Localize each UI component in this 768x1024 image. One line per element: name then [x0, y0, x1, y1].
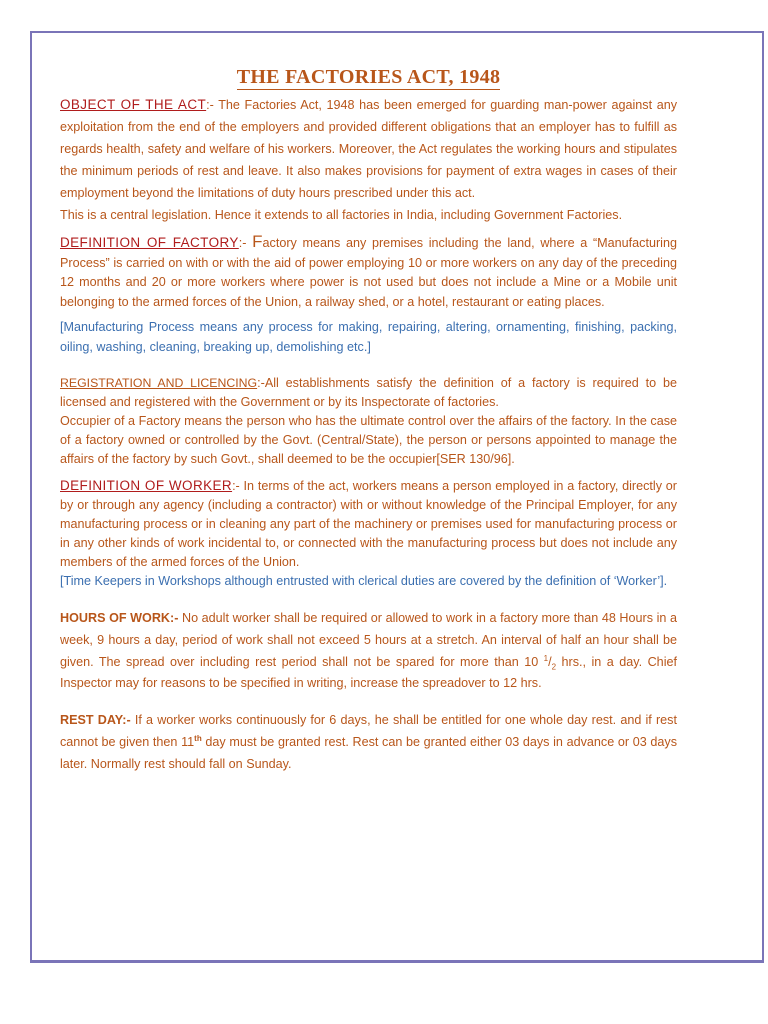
- factory-first-letter: F: [252, 232, 263, 251]
- hours-text-b: hrs., in a day. Chief Inspector may for reasons to be specified in writing, increase the spreadover to 12 hrs.: [60, 654, 677, 691]
- object-sep: :-: [206, 98, 214, 112]
- worker-sep: :-: [232, 479, 244, 493]
- object-paragraph-2: This is a central legislation. Hence it extends to all factories in India, including Government Factories.: [60, 208, 623, 222]
- object-heading: OBJECT OF THE ACT: [60, 97, 207, 112]
- rest-text-b: day must be granted rest. Rest can be granted either 03 days in advance or 03 days later. Normally rest should fall on Sunday.: [60, 735, 677, 772]
- factory-text: actory means any premises including the land, where a “Manufacturing Process” is carried on with or with the aid of power employing 10 or more workers on any day of the preceding 12 months and 20 or more workers where power is not used but does not include a Mine or a Mobile unit belonging to the armed forces of the Union, a railway shed, or a hotel, restaurant or eating places.: [60, 236, 677, 309]
- hours-frac-den: 2: [551, 662, 557, 672]
- object-text: The Factories Act, 1948 has been emerged for guarding man-power against any exploitation from the end of the employers and provided different obligations that an employer has to fulfill as regards health, safety and welfare of his workers. Moreover, the Act regulates the working hours and stipulates the minimum periods of rest and leave. It also makes provisions for payment of extra wages in cases of their employment beyond the limitations of duty hours prescribed under this act.: [60, 98, 677, 200]
- registration-paragraph-2: Occupier of a Factory means the person who has the ultimate control over the affairs of the factory. In the case of a factory owned or controlled by the Govt. (Central/State), the person or persons appointed to manage the affairs of the factory by such Govt., shall deemed to be the occupier[SER 130/96].: [60, 414, 677, 466]
- factory-note: [Manufacturing Process means any process for making, repairing, altering, ornamenting, finishing, packing, oiling, washing, cleaning, breaking up, demolishing etc.]: [60, 320, 677, 354]
- hours-frac-slash: /: [548, 654, 552, 669]
- rest-heading: REST DAY:-: [60, 713, 131, 728]
- worker-text: In terms of the act, workers means a person employed in a factory, directly or by or through any agency (including a contractor) with or without knowledge of the Principal Employer, for any manufacturing process or in cleaning any part of the machinery or premises used for manufacturing process or in any other kinds of work incidental to, or connected with the manufacturing process but does not include any members of the armed forces of the Union.: [60, 479, 677, 569]
- document-title: [60, 66, 677, 88]
- registration-heading: REGISTRATION AND LICENCING: [60, 376, 258, 390]
- rest-text-a: If a worker works continuously for 6 days, he shall be entitled for one whole day rest. and if rest cannot be given then 11: [60, 713, 677, 750]
- document-content: [60, 40, 677, 775]
- worker-note: [Time Keepers in Workshops although entrusted with clerical duties are covered by the definition of ‘Worker’].: [60, 574, 668, 588]
- hours-paragraph: [60, 608, 677, 695]
- rest-sup: th: [194, 734, 202, 743]
- title-text: THE FACTORIES ACT, 1948: [236, 66, 501, 88]
- hours-heading: HOURS OF WORK:-: [60, 611, 179, 625]
- hours-text-a: No adult worker shall be required or allowed to work in a factory more than 48 Hours in a week, 9 hours a day, period of work shall not exceed 5 hours at a stretch. An interval of half an hour shall be given. The spread over including rest period shall not be spared for more than 10: [60, 611, 678, 669]
- factory-paragraph: [60, 232, 677, 312]
- registration-text: All establishments satisfy the definition of a factory is required to be licensed and registered with the Government or by its Inspectorate of factories.: [60, 376, 677, 409]
- rest-paragraph: [60, 709, 677, 775]
- hours-frac-num: 1: [543, 653, 549, 663]
- object-paragraph: [60, 94, 677, 204]
- registration-sep: :-: [257, 376, 265, 390]
- factory-heading: DEFINITION OF FACTORY: [60, 235, 239, 250]
- factory-sep: :-: [238, 236, 253, 250]
- worker-paragraph: [60, 476, 677, 572]
- registration-paragraph: [60, 374, 677, 412]
- worker-heading: DEFINITION OF WORKER: [60, 478, 233, 493]
